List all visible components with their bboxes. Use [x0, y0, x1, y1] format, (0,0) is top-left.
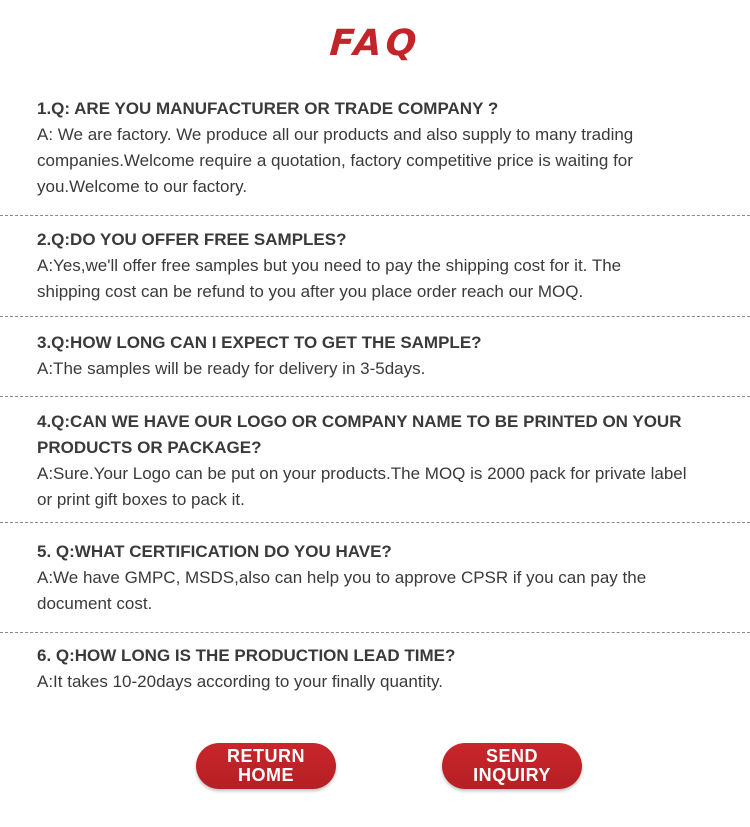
faq-question: 4.Q:CAN WE HAVE OUR LOGO OR COMPANY NAME TO BE PRINTED ON YOUR PRODUCTS OR PACKAGE?: [37, 412, 682, 457]
send-inquiry-label-line1: SEND: [485, 746, 538, 766]
faq-question: 2.Q:DO YOU OFFER FREE SAMPLES?: [37, 230, 347, 249]
faq-answer: A:Yes,we'll offer free samples but you need to pay the shipping cost for it. The shipping cost can be refund to you after you place order reach our MOQ.: [37, 256, 622, 301]
faq-question: 3.Q:HOW LONG CAN I EXPECT TO GET THE SAMPLE?: [37, 333, 482, 352]
divider: [0, 632, 750, 633]
faq-item-6: [37, 643, 727, 695]
faq-answer: A:Sure.Your Logo can be put on your products.The MOQ is 2000 pack for private label or print gift boxes to pack it.: [37, 464, 687, 509]
faq-question: 1.Q: ARE YOU MANUFACTURER OR TRADE COMPANY ?: [37, 99, 499, 118]
faq-item-3: [37, 330, 727, 382]
return-home-label-line1: RETURN: [227, 746, 305, 766]
page-title: FAQ: [328, 23, 422, 64]
return-home-label-line2: HOME: [238, 765, 294, 785]
divider: [0, 316, 750, 317]
faq-answer: A:We have GMPC, MSDS,also can help you to approve CPSR if you can pay the document cost.: [37, 568, 647, 613]
divider: [0, 396, 750, 397]
faq-question: 6. Q:HOW LONG IS THE PRODUCTION LEAD TIME?: [37, 646, 456, 665]
faq-item-1: [37, 96, 727, 200]
faq-question: 5. Q:WHAT CERTIFICATION DO YOU HAVE?: [37, 542, 392, 561]
send-inquiry-button[interactable]: [442, 743, 582, 789]
faq-answer: A:The samples will be ready for delivery in 3-5days.: [37, 359, 426, 378]
faq-item-5: [37, 539, 727, 617]
faq-item-2: [37, 227, 727, 305]
faq-answer: A: We are factory. We produce all our products and also supply to many trading companies.Welcome require a quotation, factory competitive price is waiting for you.Welcome to our factory.: [37, 125, 634, 196]
return-home-button[interactable]: [196, 743, 336, 789]
faq-item-4: [37, 409, 727, 513]
divider: [0, 215, 750, 216]
faq-answer: A:It takes 10-20days according to your finally quantity.: [37, 672, 444, 691]
divider: [0, 522, 750, 523]
send-inquiry-label-line2: INQUIRY: [473, 765, 551, 785]
